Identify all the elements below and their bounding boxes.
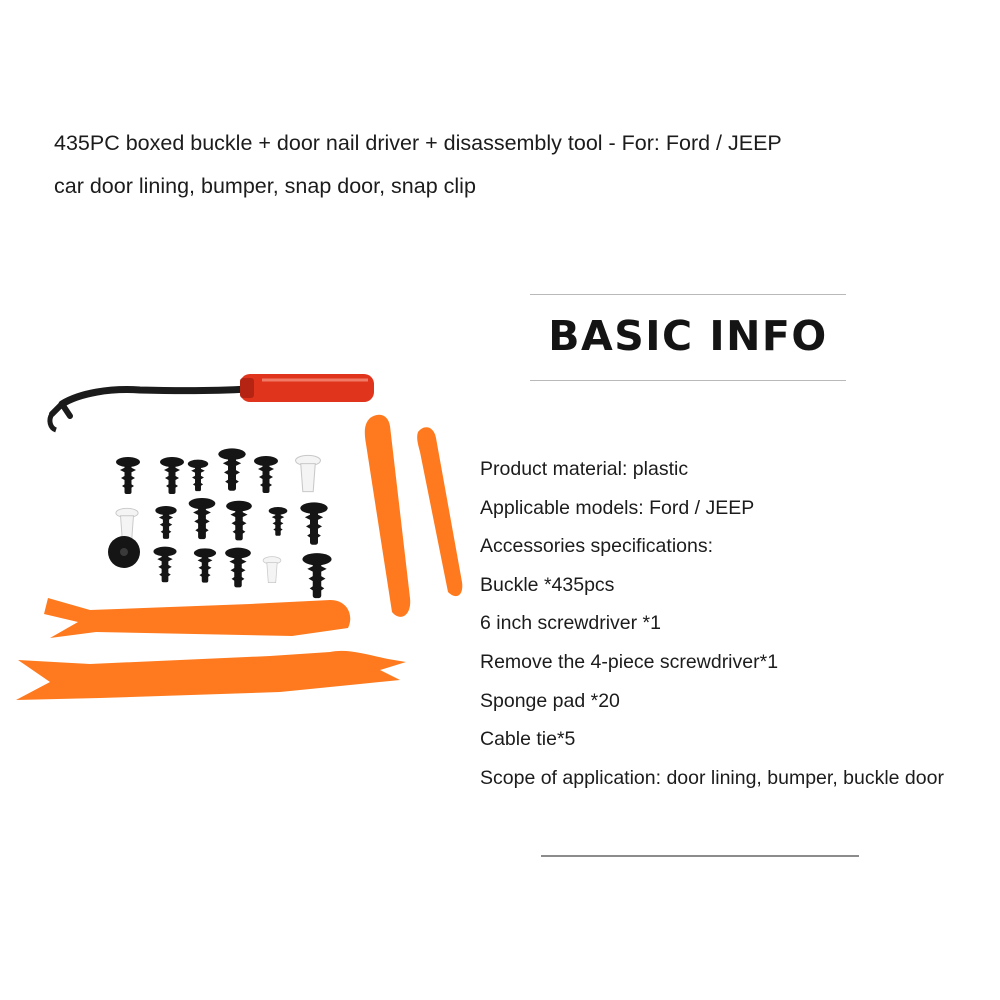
divider-bottom [541, 855, 859, 857]
screwdriver-icon [50, 374, 374, 430]
divider-middle [530, 380, 846, 381]
spec-list [480, 454, 944, 801]
spec-item: Accessories specifications: [480, 535, 714, 558]
spec-item: Buckle *435pcs [480, 573, 615, 596]
spec-item: 6 inch screwdriver *1 [480, 612, 661, 635]
spec-item: Sponge pad *20 [480, 689, 620, 712]
spec-item: Product material: plastic [480, 458, 689, 480]
basic-info-heading: BASIC INFO [548, 312, 828, 360]
spec-item: Applicable models: Ford / JEEP [480, 496, 755, 519]
buckle-clips-icon [108, 448, 332, 598]
spec-item: Scope of application: door lining, bumper, buckle door [480, 766, 944, 789]
product-photo-icon [0, 360, 480, 720]
divider-top [530, 294, 846, 295]
product-title-line-1: 435PC boxed buckle + door nail driver + disassembly tool - For: Ford / JEEP [54, 131, 782, 155]
spec-item: Remove the 4-piece screwdriver*1 [480, 650, 779, 673]
spec-item: Cable tie*5 [480, 728, 576, 751]
product-title-line-2: car door lining, bumper, snap door, snap clip [54, 174, 476, 198]
